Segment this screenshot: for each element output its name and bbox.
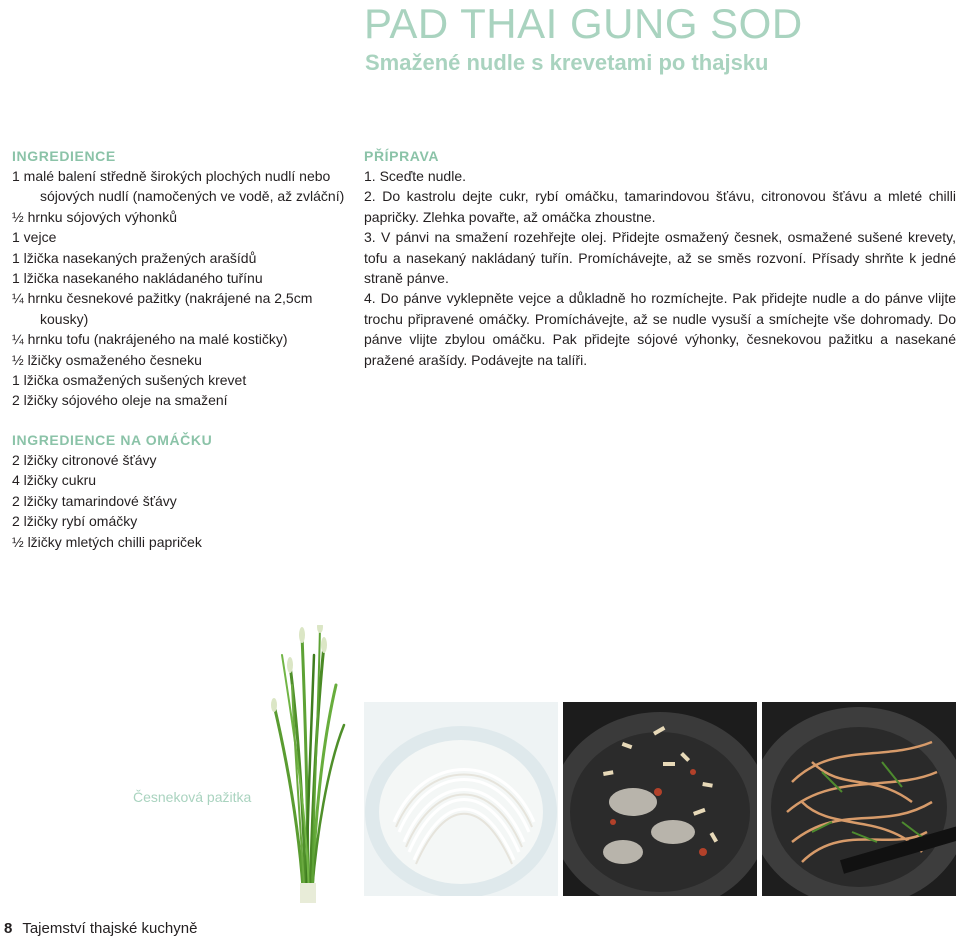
ingredients-section <box>12 146 347 411</box>
list-item: ½ lžičky mletých chilli papriček <box>12 533 202 550</box>
method-heading: PŘÍPRAVA <box>364 148 440 164</box>
list-item: 2 lžičky rybí omáčky <box>12 513 138 530</box>
page-number: 8 <box>4 920 13 937</box>
list-item: 1 lžička osmažených sušených krevet <box>12 372 247 389</box>
list-item: 1 malé balení středně širokých plochých nudlí nebo sójových nudlí (namočených ve vodě, až zvláční) <box>12 168 345 205</box>
list-item: ½ lžičky osmaženého česneku <box>12 351 202 368</box>
list-item: 1 lžička nasekaného nakládaného tuřínu <box>12 270 263 287</box>
method-step: 3. V pánvi na smažení rozehřejte olej. Přidejte osmažený česnek, osmažené sušené krevety, tofu a nasekaný nakládaný tuřín. Promíchávejte, až se směs rozvoní. Přísady shrňte k jedné straně pánve. <box>364 229 956 287</box>
wok-noodles-photo <box>762 702 956 896</box>
page-title: PAD THAI GUNG SOD <box>364 0 803 47</box>
method-step: 1. Sceďte nudle. <box>364 168 467 184</box>
book-title: Tajemství thajské kuchyně <box>22 920 198 937</box>
chives-photo <box>262 625 352 903</box>
sauce-list <box>12 450 347 552</box>
list-item: 2 lžičky citronové šťávy <box>12 452 157 468</box>
list-item: 1 vejce <box>12 229 57 246</box>
sauce-section <box>12 430 347 552</box>
chives-caption: Česneková pažitka <box>133 789 252 805</box>
method-section <box>364 146 956 370</box>
method-step: 4. Do pánve vyklepněte vejce a důkladně ho rozmíchejte. Pak přidejte nudle a do pánve vlijte trochu připravené omáčky. Promíchávejte, až se nudle vysuší a smíchejte vše dohromady. Do pánve vlijte zbylou omáčku. Pak přidejte sójové výhonky, česnekovou pažitku a nasekané pražené arašídy. Podávejte na talíři. <box>364 290 956 368</box>
sauce-heading: INGREDIENCE NA OMÁČKU <box>12 432 213 448</box>
page-footer <box>4 920 197 937</box>
method-step: 2. Do kastrolu dejte cukr, rybí omáčku, tamarindovou šťávu, citronovou šťávu a mleté chilli papričky. Zlehka povařte, až omáčka zhoustne. <box>364 188 956 225</box>
list-item: 1 lžička nasekaných pražených arašídů <box>12 249 257 266</box>
ingredients-heading: INGREDIENCE <box>12 148 116 164</box>
noodles-bowl-photo <box>364 702 558 896</box>
wok-frying-photo <box>563 702 757 896</box>
list-item: 2 lžičky sójového oleje na smažení <box>12 392 228 409</box>
page-subtitle: Smažené nudle s krevetami po thajsku <box>365 50 769 75</box>
list-item: ¼ hrnku česnekové pažitky (nakrájené na 2,5cm kousky) <box>12 290 313 327</box>
list-item: 2 lžičky tamarindové šťávy <box>12 492 177 509</box>
list-item: ¼ hrnku tofu (nakrájeného na malé kostičky) <box>12 331 288 348</box>
list-item: ½ hrnku sójových výhonků <box>12 208 177 225</box>
list-item: 4 lžičky cukru <box>12 472 97 489</box>
method-steps <box>364 166 956 370</box>
ingredients-list <box>12 166 347 411</box>
